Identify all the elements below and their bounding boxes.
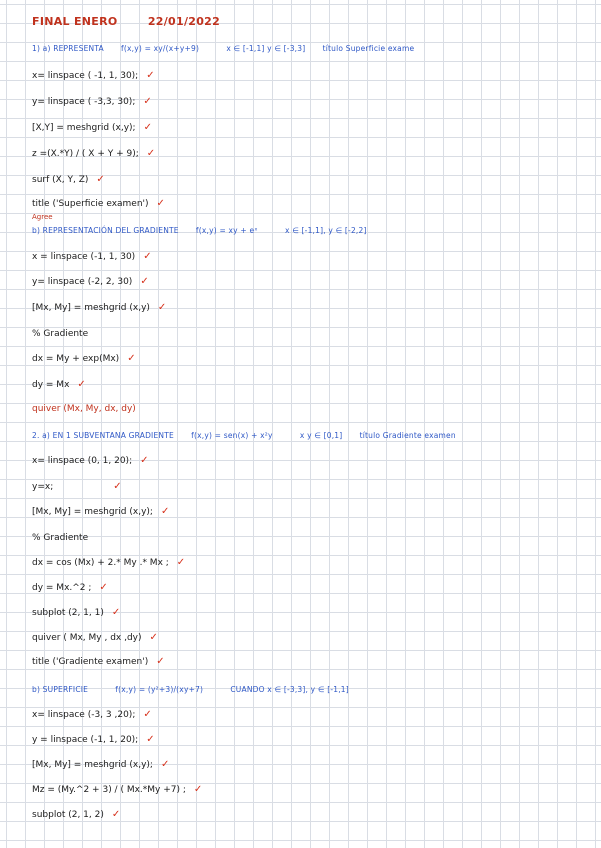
code-text: subplot (2, 1, 2) <box>32 810 104 820</box>
code-line <box>32 198 165 210</box>
code-line <box>32 582 108 594</box>
code-line <box>32 251 152 263</box>
code-line <box>32 784 202 796</box>
heading-domain: x y ∈ [0,1] <box>299 431 343 440</box>
heading-label: 1) a) REPRESENTA <box>32 44 104 53</box>
heading-label: b) SUPERFICIE <box>32 685 89 694</box>
code-line <box>32 174 105 186</box>
code-line <box>32 96 152 108</box>
code-line <box>32 70 155 82</box>
check-mark-icon: ✓ <box>156 198 165 209</box>
heading-formula: f(x,y) = xy/(x+y+9) <box>121 44 200 53</box>
check-mark-icon: ✓ <box>127 353 136 364</box>
code-text: subplot (2, 1, 1) <box>32 608 104 618</box>
heading-domain: x ∈ [-1,1] y ∈ [-3,3] <box>226 44 306 53</box>
heading-formula: f(x,y) = (y²+3)/(xy+7) <box>115 685 204 694</box>
check-mark-icon: ✓ <box>99 582 108 593</box>
heading-label: b) REPRESENTACIÓN DEL GRADIENTE <box>32 226 179 235</box>
check-mark-icon: ✓ <box>160 506 170 517</box>
heading-domain: x ∈ [-1,1], y ∈ [-2,2] <box>285 226 367 235</box>
check-mark-icon: ✓ <box>111 607 121 618</box>
code-text: y= linspace (-2, 2, 30) <box>32 277 133 287</box>
code-line <box>32 455 149 467</box>
code-line <box>32 557 185 569</box>
section-1a-heading <box>32 43 414 55</box>
code-line <box>32 353 136 365</box>
margin-note: Agree <box>32 213 53 221</box>
section-2b-heading <box>32 684 349 696</box>
code-text: x= linspace (0, 1, 20); <box>32 456 133 466</box>
code-line <box>32 709 152 721</box>
code-text: dy = Mx.^2 ; <box>32 583 92 593</box>
quiver-line: quiver (Mx, My, dx, dy) <box>32 404 136 414</box>
code-line <box>32 481 122 493</box>
check-mark-icon: ✓ <box>143 122 152 133</box>
code-line <box>32 759 169 771</box>
check-mark-icon: ✓ <box>146 148 156 159</box>
heading-title: título Gradiente examen <box>359 431 456 440</box>
check-mark-icon: ✓ <box>113 481 122 492</box>
code-line <box>32 302 166 314</box>
code-text: % Gradiente <box>32 533 89 543</box>
code-text: x = linspace (-1, 1, 30) <box>32 252 136 262</box>
code-line <box>32 607 120 619</box>
check-mark-icon: ✓ <box>146 734 155 745</box>
check-mark-icon: ✓ <box>111 809 121 820</box>
check-mark-icon: ✓ <box>96 174 105 185</box>
code-text: % Gradiente <box>32 329 89 339</box>
code-text: [Mx, My] = meshgrid (x,y); <box>32 760 153 770</box>
code-comment <box>32 532 88 544</box>
code-text: y= linspace ( -3,3, 30); <box>32 97 136 107</box>
code-line <box>32 809 120 821</box>
code-line <box>32 734 155 746</box>
code-text: x= linspace (-3, 3 ,20); <box>32 710 136 720</box>
code-text: surf (X, Y, Z) <box>32 175 89 185</box>
code-text: title ('Superficie examen') <box>32 199 149 209</box>
check-mark-icon: ✓ <box>156 656 165 667</box>
check-mark-icon: ✓ <box>140 276 149 287</box>
title-date: 22/01/2022 <box>147 15 221 28</box>
check-mark-icon: ✓ <box>143 96 152 107</box>
code-text: [X,Y] = meshgrid (x,y); <box>32 123 136 133</box>
code-text: dy = Mx <box>32 380 70 390</box>
check-mark-icon: ✓ <box>140 455 149 466</box>
heading-domain: CUANDO x ∈ [-3,3], y ∈ [-1,1] <box>230 685 349 694</box>
page-title <box>32 16 220 28</box>
code-text: Mz = (My.^2 + 3) / ( Mx.*My +7) ; <box>32 785 186 795</box>
section-2a-heading <box>32 430 456 442</box>
code-text: [Mx, My] = meshgrid (x,y) <box>32 303 150 313</box>
heading-formula: f(x,y) = xy + eˣ <box>195 226 258 235</box>
check-mark-icon: ✓ <box>160 759 170 770</box>
code-text: z =(X.*Y) / ( X + Y + 9); <box>32 149 139 159</box>
code-text: dx = My + exp(Mx) <box>32 354 120 364</box>
code-line <box>32 656 165 668</box>
code-text: x= linspace ( -1, 1, 30); <box>32 71 139 81</box>
check-mark-icon: ✓ <box>143 251 152 262</box>
check-mark-icon: ✓ <box>146 70 155 81</box>
check-mark-icon: ✓ <box>77 379 86 390</box>
code-text: dx = cos (Mx) + 2.* My .* Mx ; <box>32 558 169 568</box>
section-1b-heading <box>32 225 367 237</box>
check-mark-icon: ✓ <box>157 302 167 313</box>
check-mark-icon: ✓ <box>193 784 203 795</box>
code-text: quiver ( Mx, My , dx ,dy) <box>32 633 142 643</box>
code-comment <box>32 328 88 340</box>
code-line <box>32 276 149 288</box>
heading-label: 2. a) EN 1 SUBVENTANA GRADIENTE <box>32 431 174 440</box>
code-line <box>32 148 155 160</box>
code-line <box>32 379 86 391</box>
code-text: [Mx, My] = meshgrid (x,y); <box>32 507 153 517</box>
heading-title: título Superficie exame <box>322 44 415 53</box>
check-mark-icon: ✓ <box>176 557 186 568</box>
heading-formula: f(x,y) = sen(x) + x²y <box>191 431 273 440</box>
code-text: y=x; <box>32 482 54 492</box>
title-text: FINAL ENERO <box>32 15 118 28</box>
check-mark-icon: ✓ <box>149 632 158 643</box>
code-text: y = linspace (-1, 1, 20); <box>32 735 139 745</box>
code-line <box>32 506 169 518</box>
code-line <box>32 122 152 134</box>
check-mark-icon: ✓ <box>143 709 152 720</box>
code-line <box>32 632 158 644</box>
code-text: title ('Gradiente examen') <box>32 657 149 667</box>
